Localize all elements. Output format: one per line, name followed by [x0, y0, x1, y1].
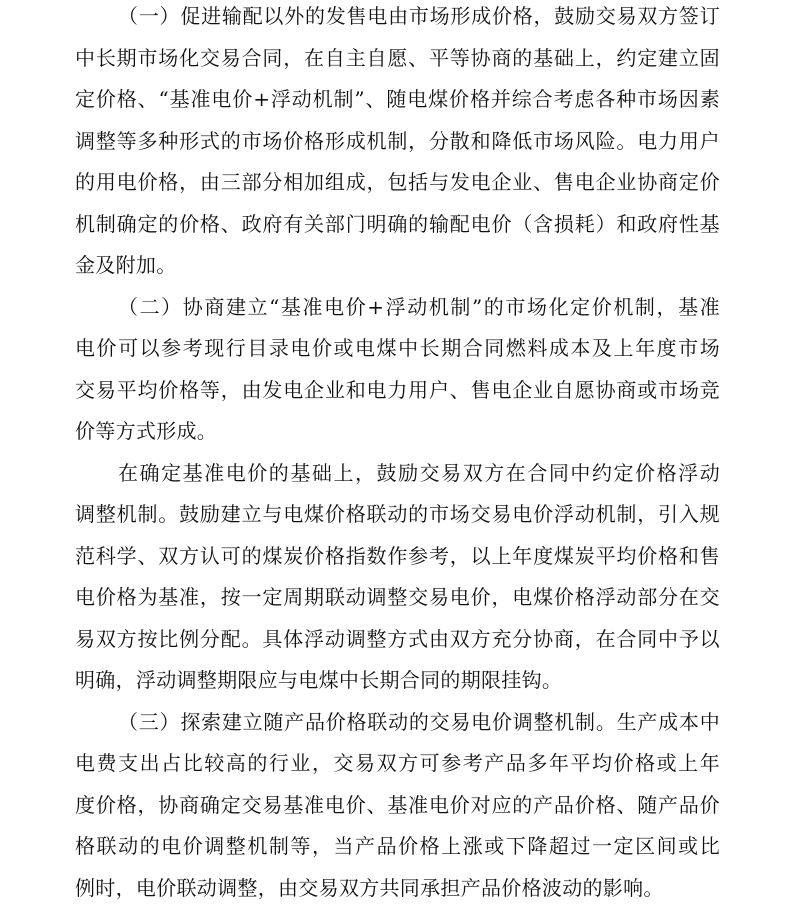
- text-line: 价等方式形成。: [75, 419, 218, 443]
- text-line: 电价格为基准，按一定周期联动调整交易电价，电煤价格浮动部分在交: [75, 585, 720, 609]
- text-line: 定价格、“基准电价+浮动机制”、随电煤价格并综合考虑各种市场因素: [75, 87, 720, 111]
- text-line: 金及附加。: [75, 253, 177, 277]
- document-page: [75, 0, 720, 909]
- text-line: 机制确定的价格、政府有关部门明确的输配电价（含损耗）和政府性基: [75, 211, 720, 236]
- text-line: 电费支出占比较高的行业，交易双方可参考产品多年平均价格或上年: [75, 751, 720, 775]
- paragraph-section-3: [75, 702, 720, 909]
- paragraph-section-1: [75, 0, 720, 287]
- text-line: 调整机制。鼓励建立与电煤价格联动的市场交易电价浮动机制，引入规: [75, 502, 720, 526]
- text-line: 调整等多种形式的市场价格形成机制，分散和降低市场风险。电力用户: [75, 128, 720, 153]
- text-line: （一）促进输配以外的发售电由市场形成价格，鼓励交易双方签订: [118, 4, 720, 28]
- text-line: 格联动的电价调整机制等，当产品价格上涨或下降超过一定区间或比: [75, 834, 720, 858]
- text-line: （二）协商建立“基准电价+浮动机制”的市场化定价机制，基准: [118, 294, 720, 319]
- text-line: 范科学、双方认可的煤炭价格指数作参考，以上年度煤炭平均价格和售: [75, 543, 720, 568]
- text-line: 中长期市场化交易合同，在自主自愿、平等协商的基础上，约定建立固: [75, 45, 720, 70]
- text-line: （三）探索建立随产品价格联动的交易电价调整机制。生产成本中: [118, 709, 720, 734]
- text-line: 的用电价格，由三部分相加组成，包括与发电企业、售电企业协商定价: [75, 170, 720, 194]
- text-line: 在确定基准电价的基础上，鼓励交易双方在合同中约定价格浮动: [118, 460, 720, 485]
- text-line: 明确，浮动调整期限应与电煤中长期合同的期限挂钩。: [75, 668, 563, 692]
- text-line: 电价可以参考现行目录电价或电煤中长期合同燃料成本及上年度市场: [75, 336, 720, 360]
- text-line: 交易平均价格等，由发电企业和电力用户、售电企业自愿协商或市场竞: [75, 377, 720, 402]
- text-line: 易双方按比例分配。具体浮动调整方式由双方充分协商，在合同中予以: [75, 626, 720, 651]
- paragraph-base-price: [75, 453, 720, 702]
- text-line: 例时，电价联动调整，由交易双方共同承担产品价格波动的影响。: [75, 875, 664, 900]
- paragraph-section-2: [75, 287, 720, 453]
- text-line: 度价格，协商确定交易基准电价、基准电价对应的产品价格、随产品价: [75, 792, 720, 817]
